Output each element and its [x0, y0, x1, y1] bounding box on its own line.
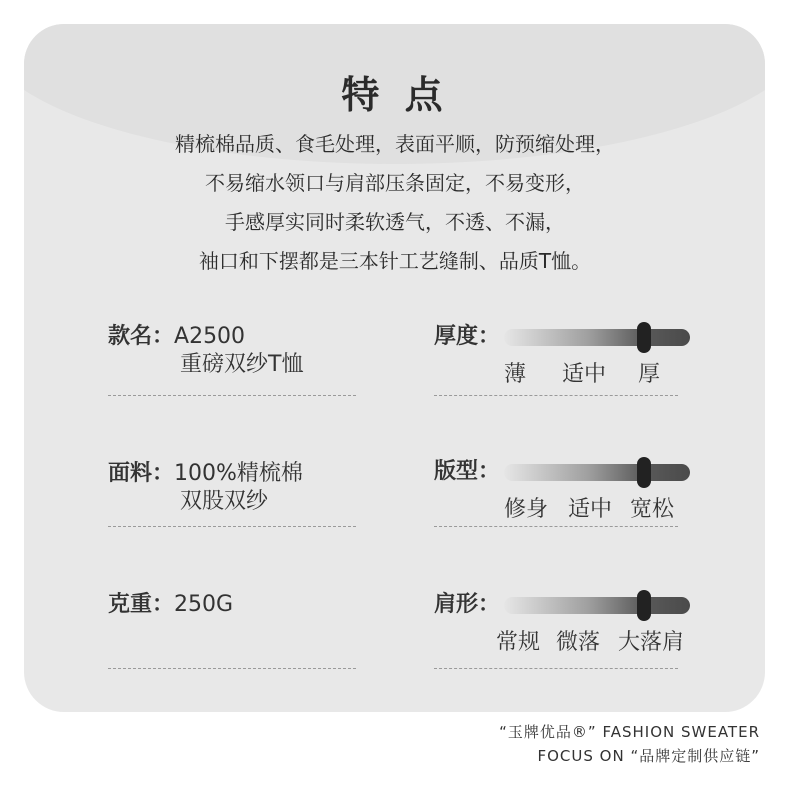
scale-label: 适中 [562, 362, 607, 387]
scale-label: 薄 [504, 362, 527, 387]
spec-model [108, 323, 356, 379]
footer-line-1: “玉牌优品®” FASHION SWEATER [499, 723, 760, 741]
page-title: 特 点 [341, 73, 449, 117]
description-line: 手感厚实同时柔软透气，不透、不漏， [225, 210, 565, 234]
scale-label: 微落 [556, 630, 601, 655]
meter-track [504, 597, 690, 614]
meter-scale [434, 625, 694, 655]
meter-fit-key: 版型： [434, 459, 501, 484]
spec-fabric-value: 100%精梳棉 [174, 461, 303, 486]
scale-label: 大落肩 [618, 630, 685, 655]
spec-weight-value: 250G [174, 592, 234, 617]
scale-label: 厚 [638, 362, 661, 387]
spec-fabric [108, 460, 356, 516]
divider [108, 668, 356, 669]
meter-knob [637, 590, 651, 621]
scale-label: 常规 [496, 630, 541, 655]
spec-fabric-value2: 双股双纱 [180, 489, 269, 514]
meter-track [504, 329, 690, 346]
scale-label: 宽松 [630, 497, 675, 522]
meter-shoulder-key: 肩形： [434, 592, 501, 617]
meter-scale [434, 357, 694, 387]
description-line: 不易缩水领口与肩部压条固定，不易变形， [205, 171, 585, 195]
divider [434, 395, 678, 396]
meter-knob [637, 322, 651, 353]
divider [434, 668, 678, 669]
description-line: 袖口和下摆都是三本针工艺缝制、品质T恤。 [198, 249, 592, 273]
spec-model-key: 款名： [108, 324, 175, 349]
meter-knob [637, 457, 651, 488]
spec-weight-key: 克重： [108, 592, 175, 617]
spec-model-value: A2500 [174, 324, 246, 349]
footer [499, 720, 760, 768]
spec-fabric-key: 面料： [108, 461, 175, 486]
description [0, 125, 790, 281]
meter-scale [434, 492, 694, 522]
scale-label: 适中 [568, 497, 613, 522]
divider [108, 526, 356, 527]
spec-model-value2: 重磅双纱T恤 [180, 352, 304, 377]
footer-line-2: FOCUS ON “品牌定制供应链” [537, 747, 760, 765]
spec-weight [108, 591, 356, 619]
description-line: 精梳棉品质、食毛处理，表面平顺，防预缩处理， [175, 132, 615, 156]
meter-track [504, 464, 690, 481]
scale-label: 修身 [504, 497, 549, 522]
divider [434, 526, 678, 527]
divider [108, 395, 356, 396]
meter-thickness-key: 厚度： [434, 324, 501, 349]
